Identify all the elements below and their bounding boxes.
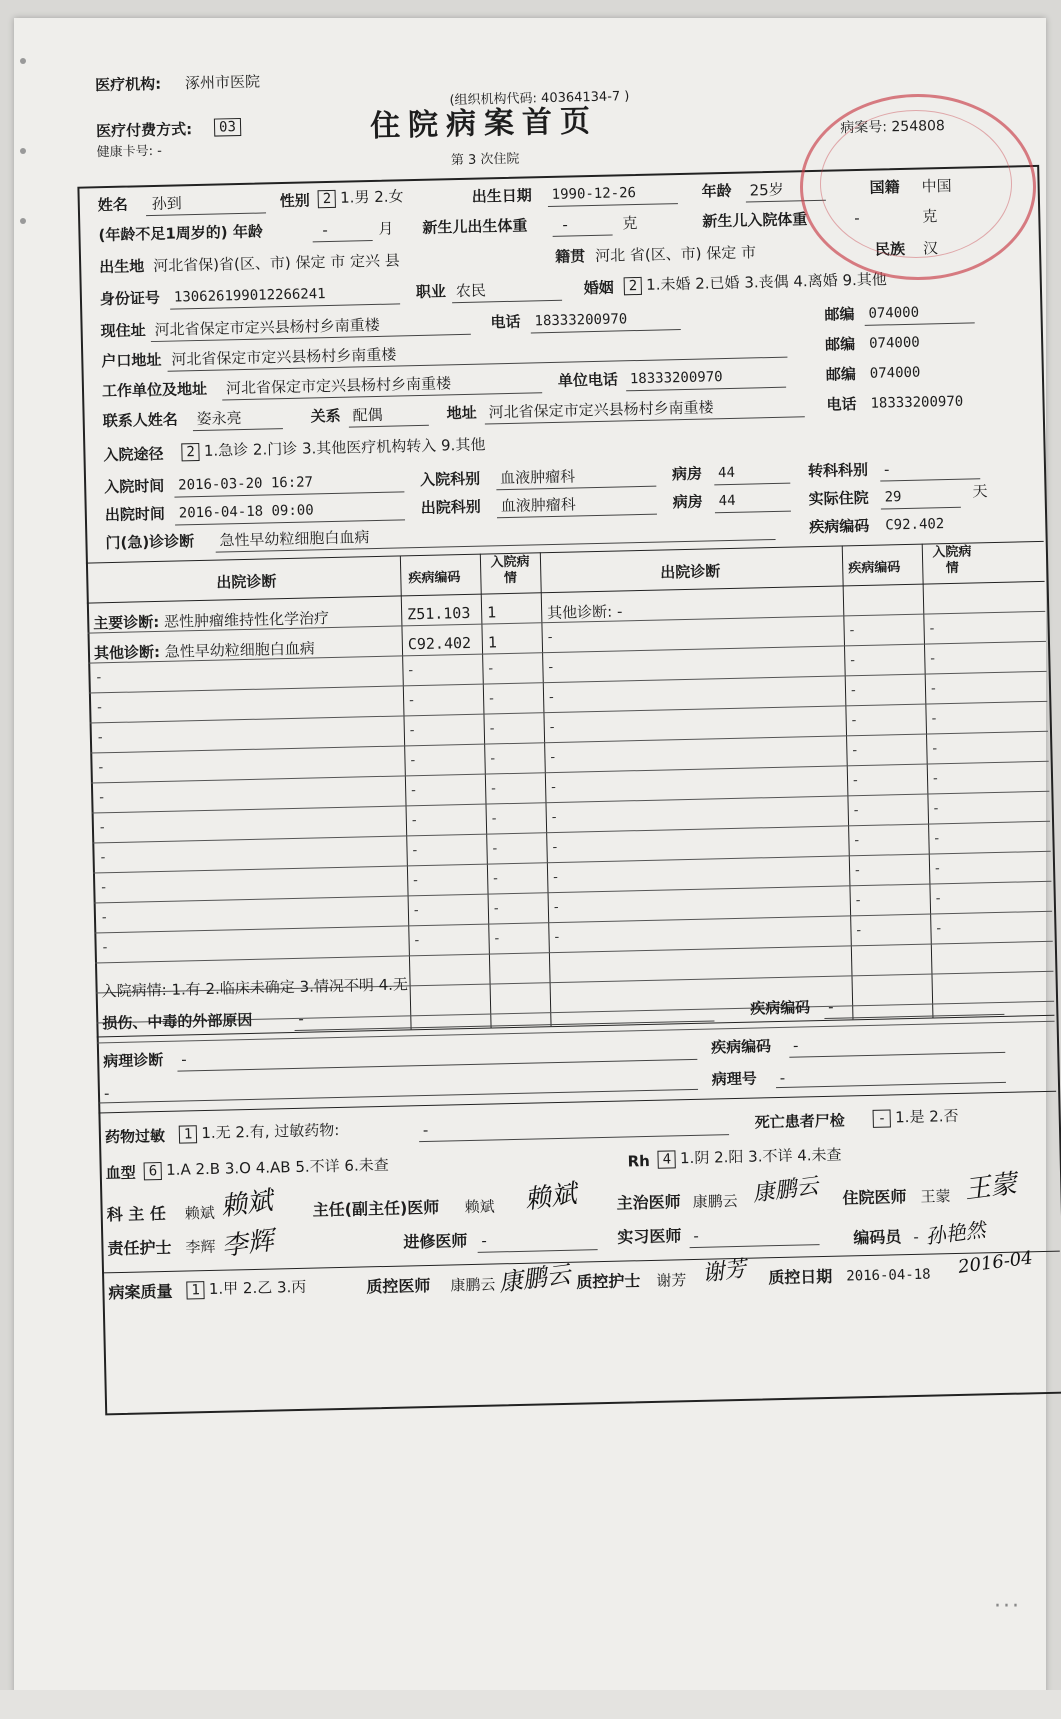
paper-sheet <box>14 18 1046 1708</box>
table-cell-empty: - <box>408 663 414 679</box>
table-cell-empty: - <box>548 660 554 676</box>
allergy-box: 1 <box>179 1125 198 1143</box>
in-time-label: 入院时间 <box>104 476 165 497</box>
table-cell-empty: - <box>854 863 860 879</box>
director-label: 科 主 任 <box>106 1203 167 1225</box>
marital-box: 2 <box>624 277 643 295</box>
table-cell-empty: - <box>548 690 554 706</box>
qc-date-value: 2016-04-18 <box>846 1266 931 1285</box>
contact-address-label: 地址 <box>446 403 477 423</box>
injury-code-label: 疾病编码 <box>750 998 811 1018</box>
transfer-value: - <box>883 460 890 479</box>
work-value: 河北省保定市定兴县杨村乡南重楼 <box>225 374 452 398</box>
autopsy-label: 死亡患者尸检 <box>754 1111 845 1132</box>
work-label: 工作单位及地址 <box>101 379 208 401</box>
pathology-value-2: - <box>103 1084 110 1103</box>
work-phone-label: 单位电话 <box>557 370 619 390</box>
quality-options: 1.甲 2.乙 3.丙 <box>208 1277 307 1298</box>
pathology-label: 病理诊断 <box>103 1050 164 1071</box>
gender-options: 1.男 2.女 <box>339 187 404 207</box>
qc-doctor-label: 质控医师 <box>366 1275 431 1297</box>
pathology-no-value: - <box>779 1068 786 1087</box>
opd-code-label: 疾病编码 <box>809 516 870 537</box>
name-label: 姓名 <box>97 195 129 215</box>
pathology-code-value: - <box>792 1036 799 1055</box>
table-cell-empty: - <box>413 873 419 889</box>
table-cell-empty: - <box>934 861 940 877</box>
col-header-diagnosis: 出院诊断 <box>216 572 277 592</box>
table-cell-empty: - <box>494 931 500 947</box>
in-dept-label: 入院科别 <box>419 469 481 489</box>
days-value: 29 <box>884 489 902 506</box>
other-diagnosis-label: 其他诊断: <box>93 642 161 663</box>
signature-coder: 孙艳然 <box>924 1217 987 1249</box>
table-cell-empty: - <box>930 681 936 697</box>
autopsy-options: 1.是 2.否 <box>894 1106 959 1127</box>
table-cell-empty: - <box>850 683 856 699</box>
opd-value: 急性早幼粒细胞白血病 <box>219 528 370 550</box>
birthplace-label: 出生地 <box>99 257 145 277</box>
institution-value: 涿州市医院 <box>184 72 261 93</box>
table-cell-empty: - <box>100 850 106 866</box>
in-dept-value: 血液肿瘤科 <box>499 467 576 488</box>
birthplace-value: 河北省保)省(区、市) 保定 市 定兴 县 <box>153 251 400 275</box>
page-title: 住院病案首页 <box>369 103 599 145</box>
nurse-label: 责任护士 <box>107 1237 172 1259</box>
ward-value: 44 <box>717 464 736 482</box>
col-header-diagnosis-right: 出院诊断 <box>660 562 721 582</box>
address-value: 河北省保定市定兴县杨村乡南重楼 <box>154 315 380 339</box>
org-code: (组织机构代码: 40364134-7 ) <box>449 89 630 109</box>
marital-options: 1.未婚 2.已婚 3.丧偶 4.离婚 9.其他 <box>645 270 887 294</box>
case-number: 病案号: 254808 <box>840 117 946 137</box>
table-cell-empty: - <box>930 651 936 667</box>
postcode-label-3: 邮编 <box>825 365 857 384</box>
contact-value: 姿永亮 <box>196 409 242 429</box>
out-time-label: 出院时间 <box>104 504 166 525</box>
col-header-code-right: 疾病编码 <box>848 560 901 577</box>
gender-label: 性别 <box>279 191 310 211</box>
rh-options: 1.阴 2.阳 3.不详 4.未查 <box>679 1145 842 1168</box>
main-diagnosis-code: Z51.103 <box>406 603 471 624</box>
postcode-value-2: 074000 <box>868 334 920 352</box>
table-cell-empty: - <box>96 670 102 686</box>
rh-label: Rh <box>627 1151 651 1171</box>
qc-date-label: 质控日期 <box>768 1266 833 1288</box>
quality-label: 病案质量 <box>108 1281 173 1303</box>
table-cell-empty: - <box>99 790 105 806</box>
table-cell-empty: - <box>549 720 555 736</box>
main-diagnosis-label: 主要诊断: <box>93 612 160 633</box>
relation-value: 配偶 <box>352 405 383 425</box>
phone-value: 18333200970 <box>534 311 628 330</box>
intern-value: - <box>693 1226 699 1245</box>
dob-label: 出生日期 <box>471 186 532 206</box>
table-cell-empty: - <box>936 921 942 937</box>
table-cell-empty: - <box>489 721 495 737</box>
col-header-code: 疾病编码 <box>408 570 461 587</box>
allergy-label: 药物过敏 <box>104 1126 166 1147</box>
gram-label: 克 <box>622 213 638 233</box>
right-other-diagnosis: 其他诊断: - <box>546 602 623 623</box>
intern-label: 实习医师 <box>617 1226 682 1247</box>
attending-label: 主治医师 <box>616 1192 681 1213</box>
admission-state-legend: 入院病情: 1.有 2.临床未确定 3.情况不明 4.无 <box>101 975 409 1001</box>
injury-code-value: - <box>827 997 834 1016</box>
signature-chief: 赖斌 <box>523 1179 579 1216</box>
table-cell-empty: - <box>852 773 858 789</box>
table-cell-empty: - <box>411 813 417 829</box>
infant-age-label: (年龄不足1周岁的) 年龄 <box>98 222 264 245</box>
phone-label: 电话 <box>490 312 521 332</box>
table-cell-empty: - <box>493 871 499 887</box>
table-cell-empty: - <box>853 803 859 819</box>
table-cell-empty: - <box>408 693 415 709</box>
col-header-state: 入院病情 <box>490 554 530 587</box>
trainee-label: 进修医师 <box>403 1231 468 1252</box>
table-cell-empty: - <box>490 781 497 797</box>
relation-label: 关系 <box>310 406 341 426</box>
id-value: 130626199012266241 <box>173 286 326 306</box>
contact-address-value: 河北省保定市定兴县杨村乡南重楼 <box>488 398 714 422</box>
hospital-stamp-ring <box>820 110 1012 258</box>
autopsy-box: - <box>873 1109 892 1127</box>
table-cell-empty: - <box>552 839 558 856</box>
table-cell-empty: - <box>493 901 499 917</box>
injury-value: - <box>298 1009 304 1028</box>
table-cell-empty: - <box>854 833 860 849</box>
nation-value: 中国 <box>921 176 952 196</box>
postcode-value-3: 074000 <box>869 364 921 382</box>
name-value: 孙到 <box>151 194 183 214</box>
table-cell-empty: - <box>97 700 103 716</box>
hukou-label: 户口地址 <box>101 350 162 371</box>
signature-director: 赖斌 <box>219 1185 275 1223</box>
contact-phone-label: 电话 <box>826 395 857 414</box>
pathology-no-label: 病理号 <box>711 1069 758 1089</box>
signature-attending: 康鹏云 <box>751 1173 820 1207</box>
qc-nurse-label: 质控护士 <box>576 1271 641 1292</box>
ethnic-label: 民族 <box>874 239 906 259</box>
route-label: 入院途径 <box>103 444 164 465</box>
signature-resident: 王蒙 <box>962 1169 1019 1206</box>
other-diagnosis-state: 1 <box>487 633 498 652</box>
rh-box: 4 <box>657 1150 676 1168</box>
native-label: 籍贯 <box>554 247 586 266</box>
table-cell-empty: - <box>933 801 939 817</box>
table-cell-empty: - <box>856 923 862 939</box>
main-diagnosis-value: 恶性肿瘤维持性化学治疗 <box>163 609 330 631</box>
age-value: 25岁 <box>749 180 784 200</box>
blood-box: 6 <box>144 1162 163 1180</box>
table-cell-empty: - <box>554 929 560 946</box>
admit-weight-value: - <box>854 208 860 228</box>
table-cell-empty: - <box>931 711 937 727</box>
native-value: 河北 省(区、市) 保定 市 <box>594 243 757 265</box>
opd-label: 门(急)诊诊断 <box>105 532 195 553</box>
resident-label: 住院医师 <box>842 1187 907 1208</box>
table-cell-empty: - <box>101 880 107 896</box>
injury-label: 损伤、中毒的外部原因 <box>102 1010 253 1033</box>
table-cell-empty: - <box>410 753 416 769</box>
signature-qc-doctor: 康鹏云 <box>497 1260 573 1298</box>
table-cell-empty: - <box>550 779 557 796</box>
coder-label: 编码员 <box>853 1227 902 1248</box>
col-header-state-right: 入院病情 <box>932 544 972 577</box>
table-cell-empty: - <box>932 771 938 787</box>
gender-box: 2 <box>318 190 337 208</box>
resident-value: 王蒙 <box>920 1187 951 1206</box>
birth-weight-label: 新生儿出生体重 <box>422 216 528 237</box>
table-cell-empty: - <box>488 691 494 707</box>
qc-nurse-value: 谢芳 <box>656 1271 687 1290</box>
job-value: 农民 <box>455 281 487 301</box>
allergy-options: 1.无 2.有, 过敏药物: <box>201 1120 340 1143</box>
ward-label-2: 病房 <box>672 492 703 512</box>
institution-label: 医疗机构: <box>94 74 162 95</box>
table-cell-empty: - <box>409 723 415 739</box>
transfer-label: 转科科别 <box>807 460 869 481</box>
table-cell-empty: - <box>852 743 858 759</box>
chief-value: 赖斌 <box>464 1197 495 1217</box>
contact-label: 联系人姓名 <box>102 410 178 431</box>
table-cell-empty: - <box>855 893 861 909</box>
payment-label: 医疗付费方式: <box>95 120 193 141</box>
ward-label: 病房 <box>671 464 703 484</box>
route-options: 1.急诊 2.门诊 3.其他医疗机构转入 9.其他 <box>203 435 486 460</box>
bottom-bar <box>0 1690 1061 1719</box>
pathology-value: - <box>181 1050 187 1069</box>
table-cell-empty: - <box>849 623 855 639</box>
signature-qc-date: 2016-04 <box>957 1247 1034 1278</box>
table-cell-empty: - <box>99 820 105 836</box>
birth-weight-value: - <box>562 215 569 234</box>
other-diagnosis-code: C92.402 <box>407 633 472 654</box>
table-cell-empty: - <box>551 809 557 826</box>
day-unit: 天 <box>972 482 988 501</box>
ward-value-2: 44 <box>718 492 736 510</box>
contact-phone-value: 18333200970 <box>870 393 964 412</box>
table-cell-empty: - <box>488 661 494 677</box>
table-cell-empty: - <box>414 933 420 949</box>
days-label: 实际住院 <box>808 488 869 509</box>
payment-box: 03 <box>210 117 245 137</box>
postcode-label: 邮编 <box>824 305 855 324</box>
nation-label: 国籍 <box>869 178 900 197</box>
table-cell-empty: - <box>412 843 418 859</box>
postcode-value: 074000 <box>868 304 920 322</box>
table-cell-empty: - <box>102 940 108 956</box>
table-cell-empty: - <box>553 899 559 916</box>
table-cell-empty: - <box>934 831 940 847</box>
route-box: 2 <box>181 443 200 461</box>
chief-label: 主任(副主任)医师 <box>312 1197 440 1220</box>
hukou-value: 河北省保定市定兴县杨村乡南重楼 <box>171 345 397 369</box>
allergy-drug-value: - <box>422 1120 429 1140</box>
coder-value: - <box>913 1227 920 1246</box>
table-cell-empty: - <box>553 869 559 886</box>
blood-label: 血型 <box>105 1163 136 1183</box>
table-cell-empty: - <box>98 760 104 776</box>
out-time-value: 2016-04-18 09:00 <box>178 502 314 522</box>
address-label: 现住址 <box>100 321 146 341</box>
id-label: 身份证号 <box>99 288 161 309</box>
table-cell-empty: - <box>97 730 103 746</box>
blood-options: 1.A 2.B 3.O 4.AB 5.不详 6.未查 <box>165 1155 389 1179</box>
table-cell-empty: - <box>932 741 938 757</box>
director-value: 赖斌 <box>184 1203 215 1223</box>
month-label: 月 <box>378 219 394 238</box>
qc-doctor-value: 康鹏云 <box>450 1275 496 1295</box>
opd-code-value: C92.402 <box>885 516 945 534</box>
table-cell-empty: - <box>550 750 556 766</box>
in-time-value: 2016-03-20 16:27 <box>178 474 314 494</box>
other-diagnosis-value: 急性早幼粒细胞白血病 <box>164 639 315 661</box>
out-dept-value: 血液肿瘤科 <box>500 495 576 516</box>
table-cell-empty: - <box>850 653 856 669</box>
quality-box: 1 <box>186 1281 205 1299</box>
signature-qc-nurse: 谢芳 <box>700 1256 748 1287</box>
table-cell-empty: - <box>490 751 496 767</box>
attending-value: 康鹏云 <box>692 1191 738 1211</box>
job-label: 职业 <box>415 282 447 302</box>
admit-weight-label: 新生儿入院体重 <box>702 210 808 231</box>
nurse-value: 李辉 <box>185 1237 216 1257</box>
table-cell-empty: - <box>929 621 935 637</box>
signature-nurse: 李辉 <box>219 1225 276 1263</box>
table-cell-empty: - <box>491 811 497 827</box>
main-diagnosis-state: 1 <box>486 603 497 622</box>
table-cell-empty: - <box>101 910 107 926</box>
work-phone-value: 18333200970 <box>629 369 723 388</box>
table-cell-empty: - <box>547 630 553 646</box>
table-cell-empty: - <box>411 783 417 799</box>
pathology-code-label: 疾病编码 <box>710 1037 772 1057</box>
marital-label: 婚姻 <box>583 278 615 298</box>
gram-label-2: 克 <box>922 207 938 226</box>
age-label: 年龄 <box>701 181 732 201</box>
table-cell-empty: - <box>492 841 498 857</box>
dob-value: 1990-12-26 <box>551 185 637 203</box>
more-options-icon[interactable]: ··· <box>994 1594 1021 1619</box>
table-cell-empty: - <box>851 713 857 729</box>
admission-count: 第 3 次住院 <box>450 151 520 169</box>
table-cell-empty: - <box>935 891 941 907</box>
ethnic-value: 汉 <box>922 239 939 258</box>
health-card: 健康卡号: - <box>96 143 162 161</box>
trainee-value: - <box>481 1231 488 1250</box>
out-dept-label: 出院科别 <box>420 497 481 517</box>
infant-age-value: - <box>322 221 329 240</box>
table-cell-empty: - <box>413 903 419 919</box>
postcode-label-2: 邮编 <box>824 335 856 354</box>
